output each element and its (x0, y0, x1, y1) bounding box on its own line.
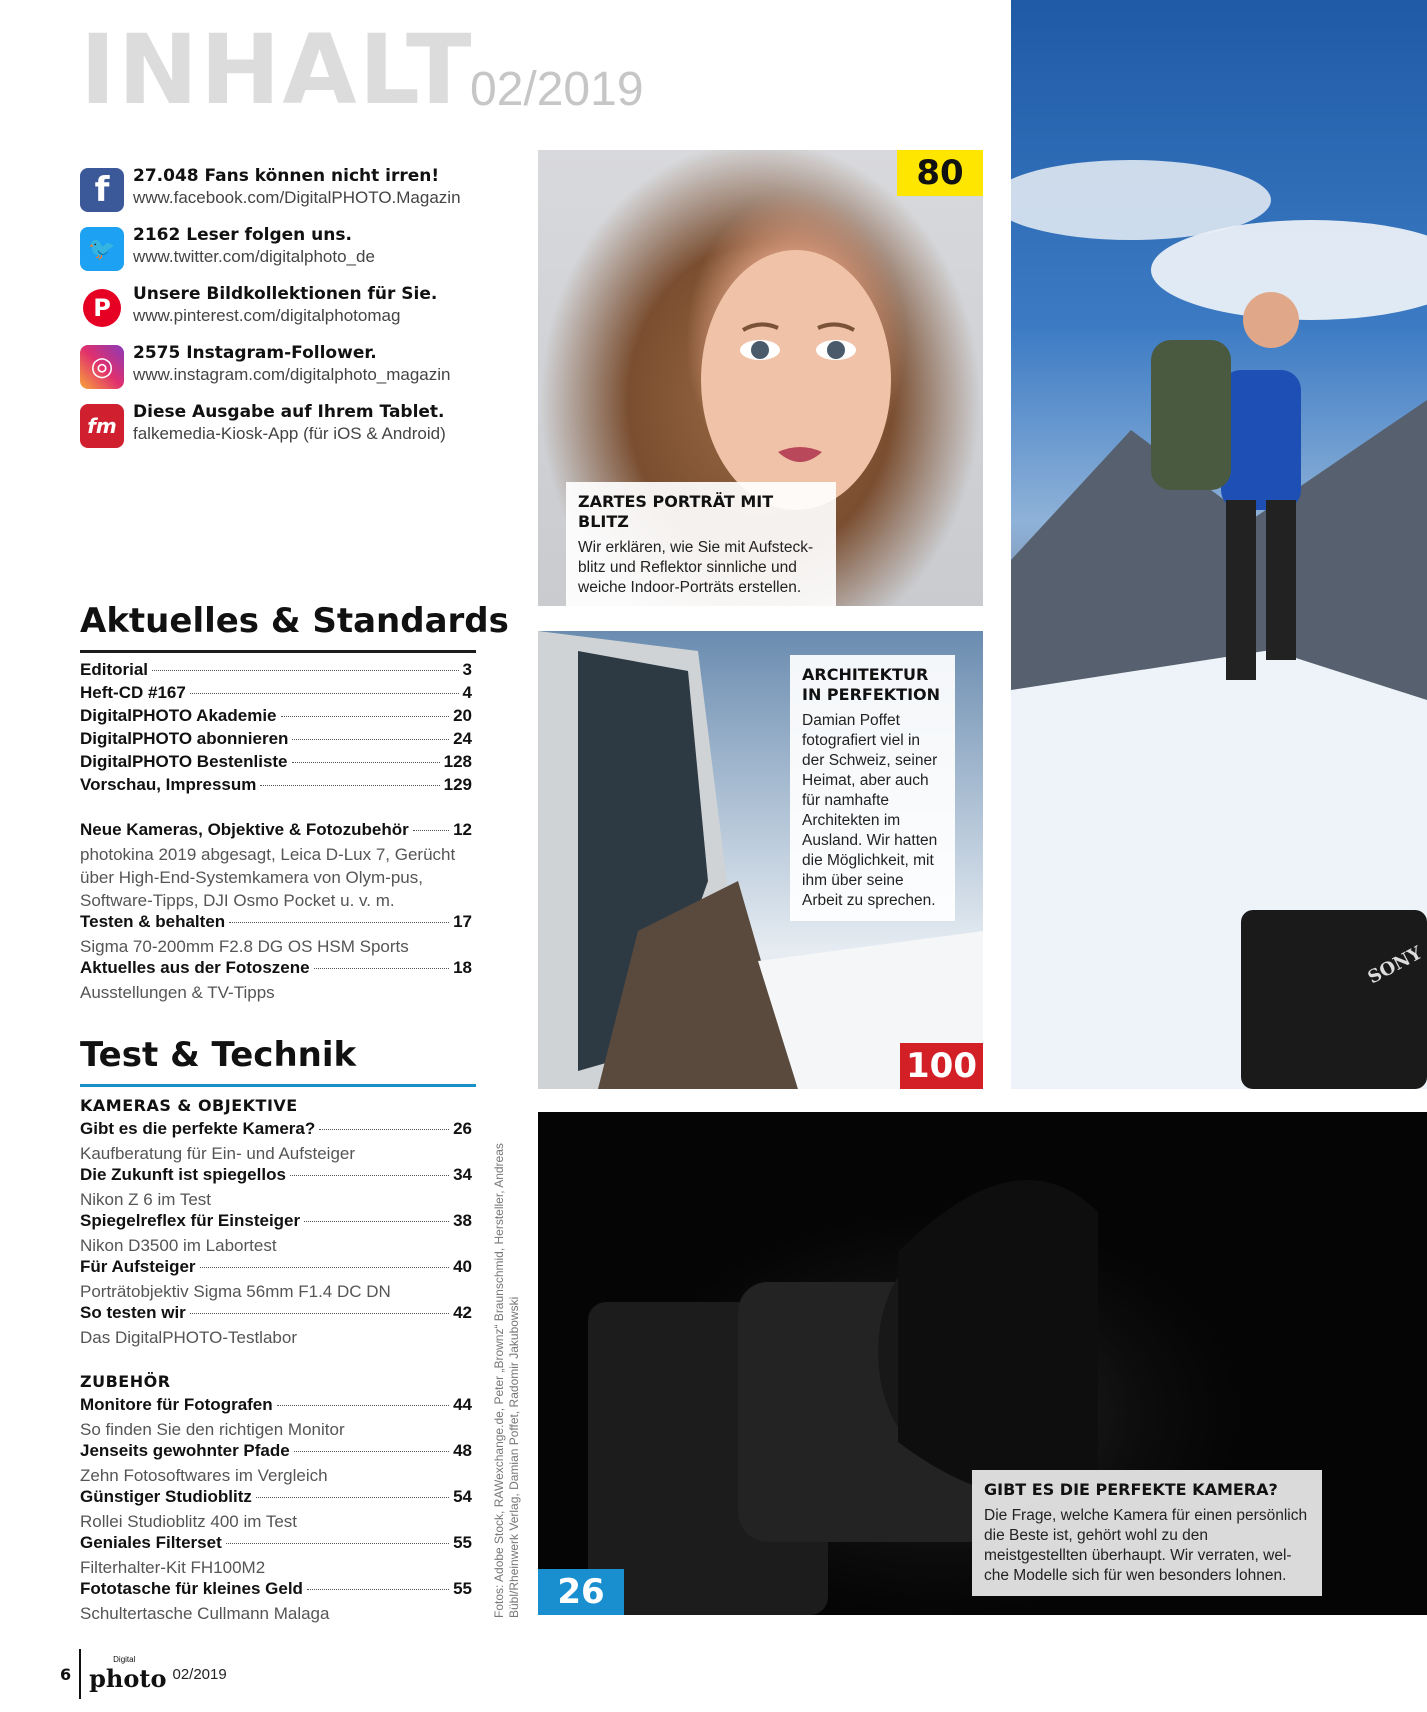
caption-text: Wir erklären, wie Sie mit Aufsteck-blitz und Reflektor sinnliche und weiche Indoor-Porträts erstellen. (578, 539, 814, 596)
feature-image-hiker[interactable] (1011, 0, 1427, 1089)
social-line1: 27.048 Fans können nicht irren! (133, 166, 440, 186)
toc-entry-news[interactable]: Neue Kameras, Objektive & Fotozubehör 12 (80, 820, 472, 839)
toc-entry[interactable]: DigitalPHOTO abonnieren 24 (80, 729, 472, 748)
toc-entry[interactable]: Spiegelreflex für Einsteiger 38 (80, 1211, 472, 1230)
toc-desc: Filterhalter-Kit FH100M2 (80, 1558, 266, 1577)
feature-page-number: 80 (897, 150, 983, 196)
section-title-aktuelles: Aktuelles & Standards (80, 604, 476, 653)
toc-entry[interactable]: Geniales Filterset 55 (80, 1533, 472, 1552)
page-footer (60, 1654, 227, 1694)
toc-desc: Zehn Fotosoftwares im Vergleich (80, 1466, 328, 1485)
toc-entry[interactable]: DigitalPHOTO Akademie 20 (80, 706, 472, 725)
page-number: 6 (60, 1664, 72, 1684)
toc-desc: Ausstellungen & TV-Tipps (80, 983, 275, 1002)
social-link[interactable]: www.pinterest.com/digitalphotomag (133, 306, 401, 325)
toc-entry[interactable]: Vorschau, Impressum 129 (80, 775, 472, 794)
social-instagram[interactable] (80, 341, 520, 389)
toc-entry[interactable]: Testen & behalten 17 (80, 912, 472, 931)
toc-entry[interactable]: Jenseits gewohnter Pfade 48 (80, 1441, 472, 1460)
social-line1: 2575 Instagram-Follower. (133, 343, 377, 363)
social-link[interactable]: falkemedia-Kiosk-App (für iOS & Android) (133, 424, 446, 443)
toc-desc: Sigma 70-200mm F2.8 DG OS HSM Sports (80, 937, 409, 956)
social-link[interactable]: www.facebook.com/DigitalPHOTO.Magazin (133, 188, 461, 207)
photo-credits: Fotos: Adobe Stock, RAWexchange.de, Peter „Brownz“ Braunschmid, Hersteller, Andreas Bübl/Rheinwerk Verlag, Damian Poffet, Radomir Jakubowski (492, 1143, 521, 1618)
caption-text: Die Frage, welche Kamera für einen persönlich die Beste ist, gehört wohl zu den meistgestellten überhaupt. Wir verraten, wel-che Modelle sich für wen besonders lohnen. (984, 1507, 1308, 1584)
feature-page-number: 26 (538, 1569, 624, 1615)
footer-issue: 02/2019 (172, 1665, 227, 1683)
toc-desc: photokina 2019 abgesagt, Leica D-Lux 7, Gerücht über High-End-Systemkamera von Olym-pus, Software-Tipps, DJI Osmo Pocket u. v. m. (80, 845, 456, 910)
toc-desc: Nikon Z 6 im Test (80, 1190, 212, 1209)
feature-page-number: 100 (900, 1043, 983, 1089)
toc-entry[interactable]: Fototasche für kleines Geld 55 (80, 1579, 472, 1598)
feature-image-architektur[interactable] (538, 631, 983, 1089)
feature-caption (566, 482, 836, 606)
social-twitter[interactable] (80, 223, 520, 271)
instagram-icon: ◎ (80, 345, 124, 389)
feature-caption (790, 655, 955, 921)
toc-entry[interactable]: Aktuelles aus der Fotoszene 18 (80, 958, 472, 977)
caption-title: ARCHITEKTUR IN PERFEKTION (802, 665, 941, 704)
social-pinterest[interactable] (80, 282, 520, 330)
feature-image-portrait[interactable] (538, 150, 983, 606)
toc-desc: Nikon D3500 im Labortest (80, 1236, 277, 1255)
issue-number: 02/2019 (470, 63, 644, 116)
section-title-technik: Test & Technik (80, 1038, 476, 1087)
caption-text: Damian Poffet fotografiert viel in der Schweiz, seiner Heimat, aber auch für namhafte Architekten im Ausland. Wir hatten die Möglichkeit, mit ihm über seine Arbeit zu sprechen. (802, 712, 938, 909)
hiker-illustration (1011, 0, 1427, 1089)
toc-desc: Kaufberatung für Ein- und Aufsteiger (80, 1144, 356, 1163)
subsection-zubehoer: ZUBEHÖR (80, 1372, 171, 1391)
feature-caption (972, 1470, 1322, 1596)
caption-title: ZARTES PORTRÄT MIT BLITZ (578, 492, 774, 531)
facebook-icon: f (80, 168, 124, 212)
twitter-icon: 🐦 (80, 227, 124, 271)
toc-entry[interactable]: DigitalPHOTO Bestenliste 128 (80, 752, 472, 771)
camera-brand-label: SONY (1364, 942, 1426, 989)
social-line1: Diese Ausgabe auf Ihrem Tablet. (133, 402, 445, 422)
subsection-kameras: KAMERAS & OBJEKTIVE (80, 1096, 298, 1115)
toc-entry[interactable]: Für Aufsteiger 40 (80, 1257, 472, 1276)
magazine-logo: Digital photo (89, 1654, 167, 1693)
page-title: INHALT (80, 14, 474, 126)
toc-desc: So finden Sie den richtigen Monitor (80, 1420, 345, 1439)
toc-entry[interactable]: Die Zukunft ist spiegellos 34 (80, 1165, 472, 1184)
kiosk-icon: fm (80, 404, 124, 448)
social-kiosk[interactable] (80, 400, 520, 448)
toc-entry[interactable]: Heft-CD #167 4 (80, 683, 472, 702)
social-link[interactable]: www.twitter.com/digitalphoto_de (133, 247, 375, 266)
social-link[interactable]: www.instagram.com/digitalphoto_magazin (133, 365, 451, 384)
feature-image-kamera[interactable] (538, 1112, 1427, 1615)
pinterest-icon: P (80, 286, 124, 330)
toc-entry[interactable]: Gibt es die perfekte Kamera? 26 (80, 1119, 472, 1138)
social-line1: Unsere Bildkollektionen für Sie. (133, 284, 438, 304)
toc-entry[interactable]: Editorial 3 (80, 660, 472, 679)
social-facebook[interactable] (80, 164, 520, 212)
toc-desc: Rollei Studioblitz 400 im Test (80, 1512, 298, 1531)
toc-entry[interactable]: Günstiger Studioblitz 54 (80, 1487, 472, 1506)
toc-desc: Porträtobjektiv Sigma 56mm F1.4 DC DN (80, 1282, 391, 1301)
toc-desc: Schultertasche Cullmann Malaga (80, 1604, 330, 1623)
toc-desc: Das DigitalPHOTO-Testlabor (80, 1328, 297, 1347)
social-line1: 2162 Leser folgen uns. (133, 225, 352, 245)
toc-entry[interactable]: Monitore für Fotografen 44 (80, 1395, 472, 1414)
toc-entry[interactable]: So testen wir 42 (80, 1303, 472, 1322)
caption-title: GIBT ES DIE PERFEKTE KAMERA? (984, 1480, 1278, 1499)
